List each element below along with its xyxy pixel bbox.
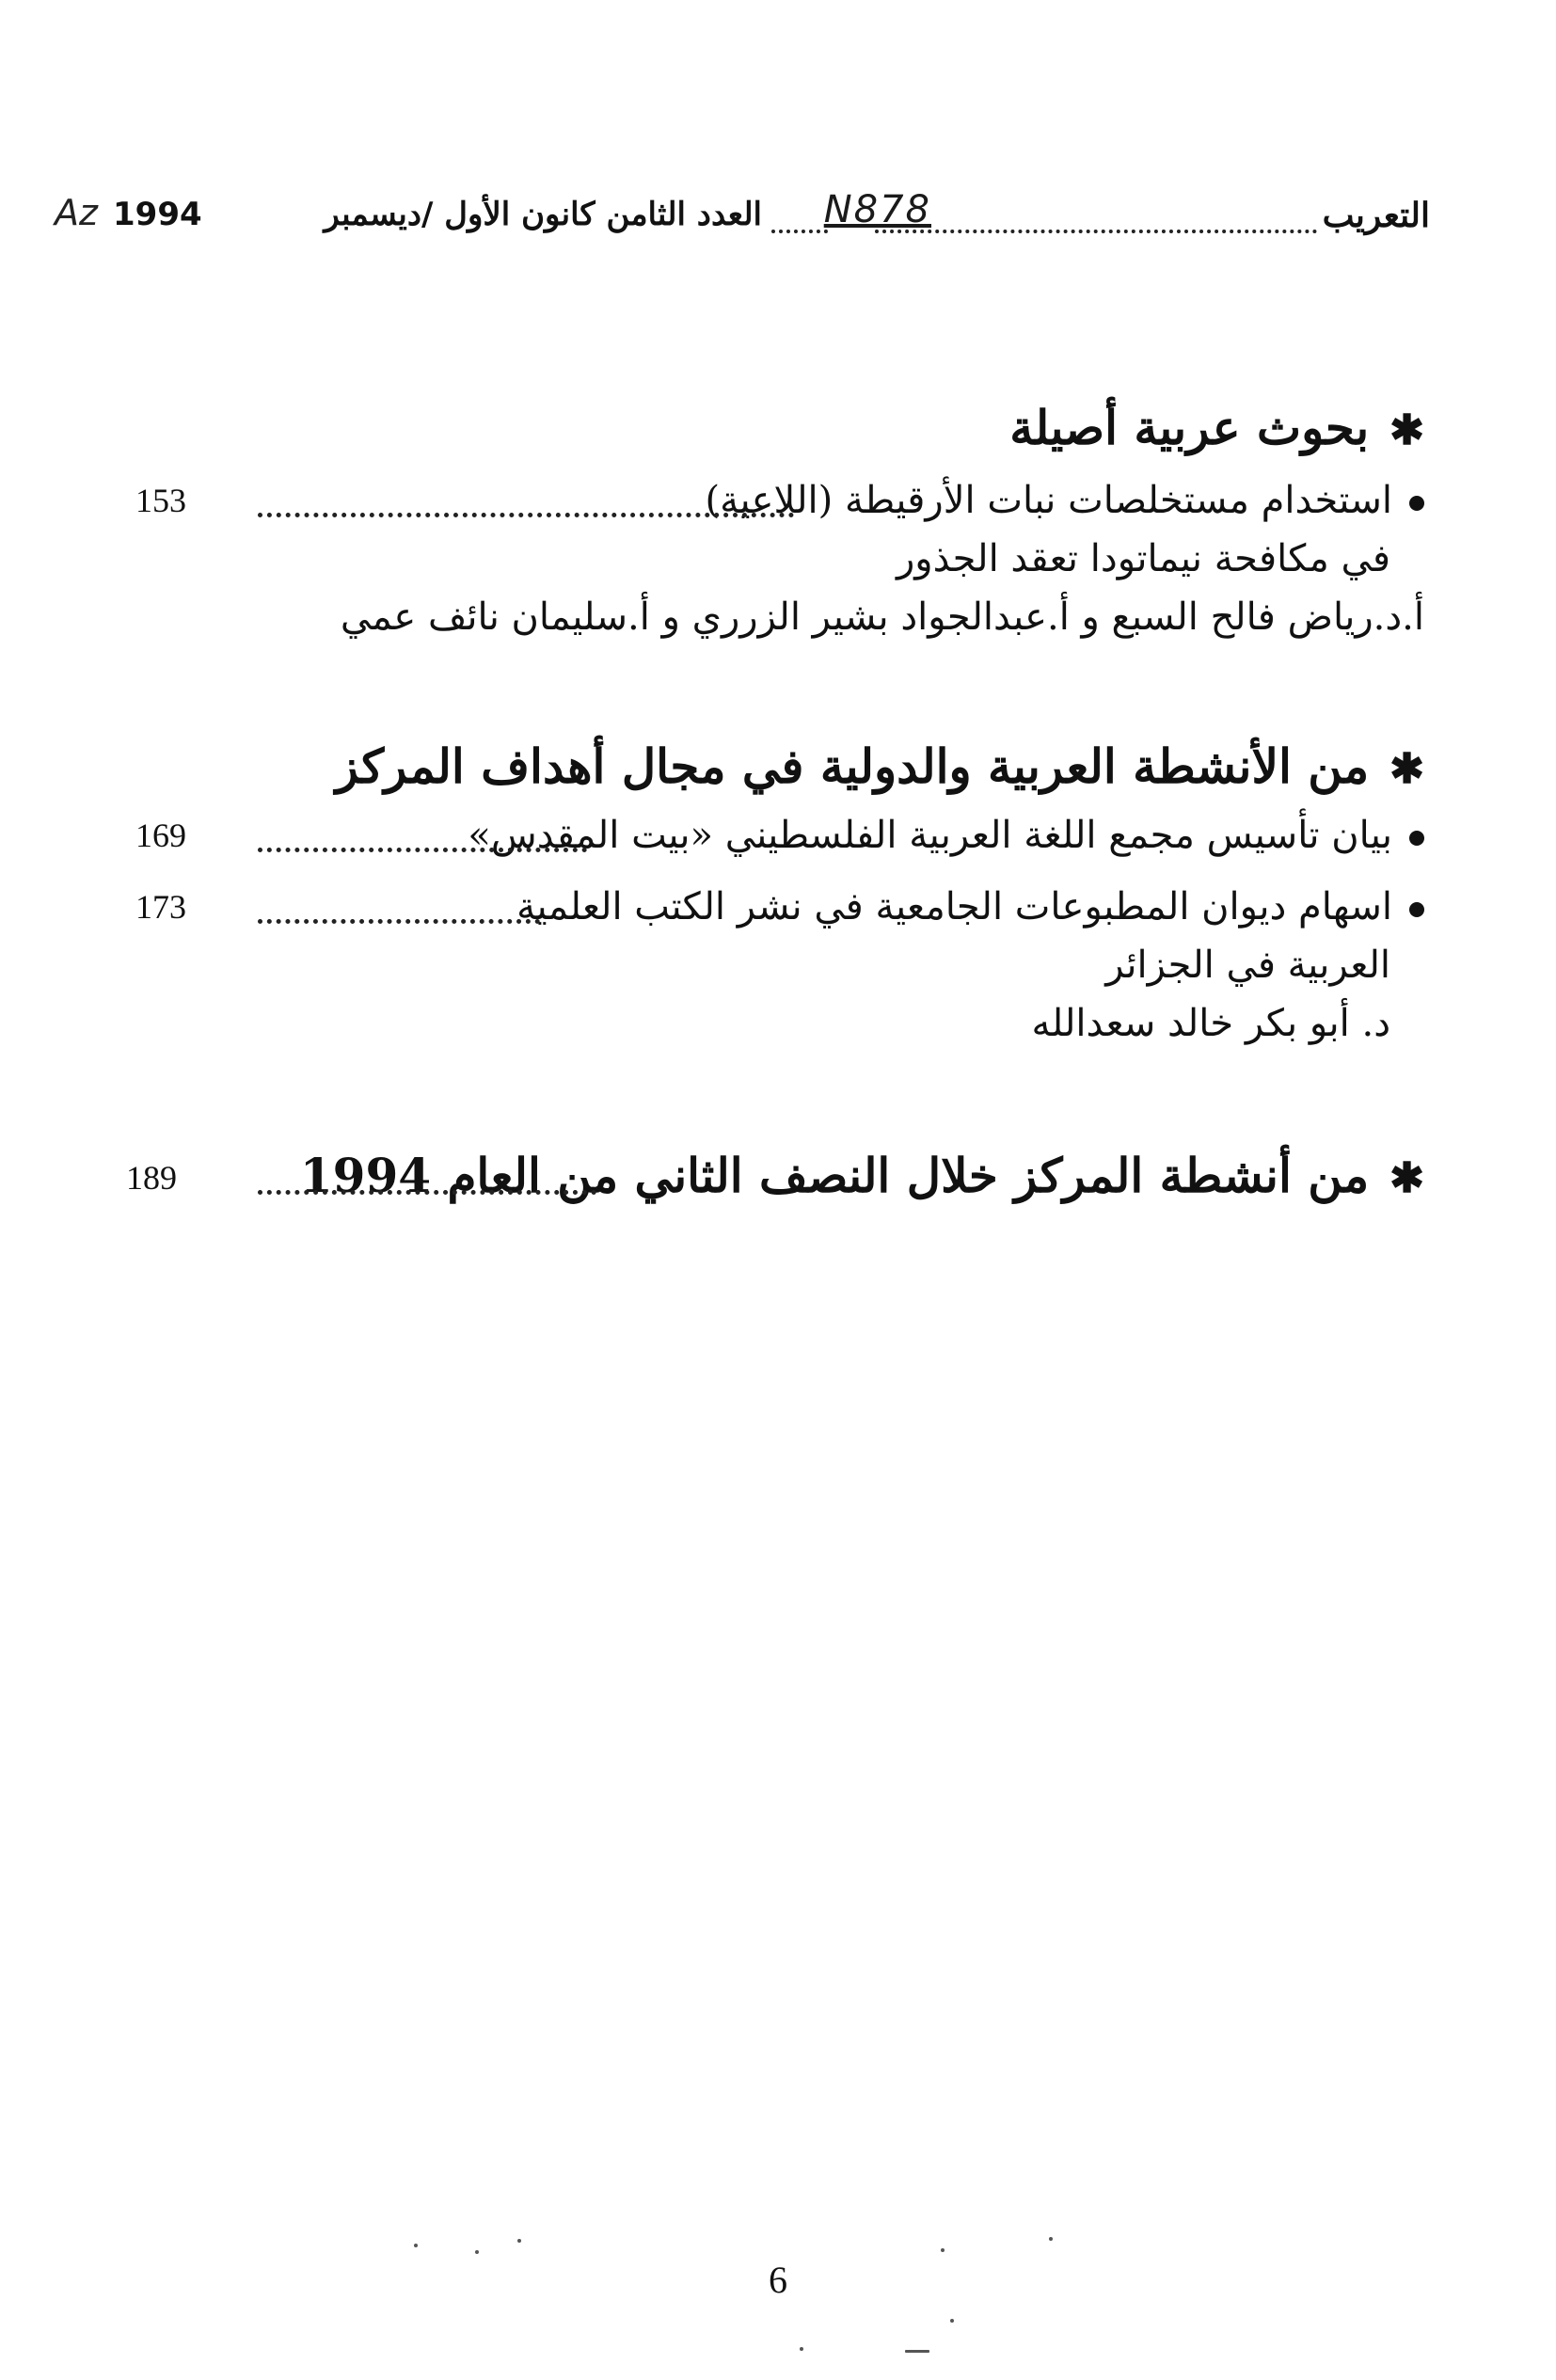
page-number: 189 (126, 1159, 177, 1197)
entry-authors: أ.د.رياض فالح السبع و أ.عبدالجواد بشير الزرري و أ.سليمان نائف عمي (340, 595, 1424, 639)
handwritten-catalog-number: N878 (823, 188, 931, 231)
entry-title-continued: العربية في الجزائر (1105, 944, 1390, 987)
section-heading: ✱من أنشطة المركز خلال النصف الثاني من العام 1994 (300, 1148, 1424, 1203)
header-dot-leader-short (771, 196, 828, 233)
folio-page-number: 6 (769, 2259, 787, 2301)
header-dot-leader (875, 196, 1317, 233)
scan-speck (414, 2244, 418, 2247)
toc-entry (135, 878, 1424, 936)
entry-title: اسهام ديوان المطبوعات الجامعية في نشر الكتب العلمية (516, 885, 1392, 928)
bullet-icon (1409, 496, 1424, 511)
page-number: 153 (135, 482, 186, 519)
entry-title: بيان تأسيس مجمع اللغة العربية الفلسطيني «بيت المقدس» (468, 814, 1392, 857)
asterisk-icon: ✱ (1389, 406, 1424, 454)
scan-speck (941, 2248, 945, 2252)
scan-speck (950, 2319, 954, 2323)
dot-leader (258, 913, 540, 924)
toc-entry (126, 1143, 1424, 1209)
dot-leader (258, 1184, 596, 1195)
handwritten-prefix: Az (55, 192, 98, 233)
dot-leader (258, 507, 794, 517)
toc-entry (135, 471, 1424, 530)
running-header (47, 188, 1430, 254)
toc-section (135, 395, 1424, 646)
scan-speck (1049, 2237, 1053, 2241)
journal-name: التعريب (1322, 196, 1430, 235)
page-number: 173 (135, 888, 186, 926)
asterisk-icon: ✱ (1389, 745, 1424, 793)
scan-speck (905, 2350, 929, 2353)
asterisk-icon: ✱ (1389, 1154, 1424, 1202)
entry-title: استخدام مستخلصات نبات الأرقيطة (اللاعية) (705, 479, 1392, 522)
issue-year: 1994 (113, 196, 202, 233)
section-heading: ✱من الأنشطة العربية والدولية في مجال أهداف المركز (135, 734, 1424, 802)
scan-speck (517, 2239, 521, 2243)
section-heading: ✱بحوث عربية أصيلة (135, 395, 1424, 464)
toc-section (135, 734, 1424, 1053)
dot-leader (258, 842, 587, 852)
toc-entry (135, 806, 1424, 865)
entry-title-continued: في مكافحة نيماتودا تعقد الجذور (896, 537, 1390, 580)
scan-speck (475, 2250, 479, 2254)
entry-authors: د. أبو بكر خالد سعدالله (1031, 1002, 1390, 1045)
page-number: 169 (135, 817, 186, 854)
bullet-icon (1409, 831, 1424, 846)
issue-label: العدد الثامن كانون الأول /ديسمبر (324, 196, 762, 233)
bullet-icon (1409, 902, 1424, 917)
scan-speck (800, 2347, 803, 2351)
toc-section (126, 1143, 1424, 1209)
